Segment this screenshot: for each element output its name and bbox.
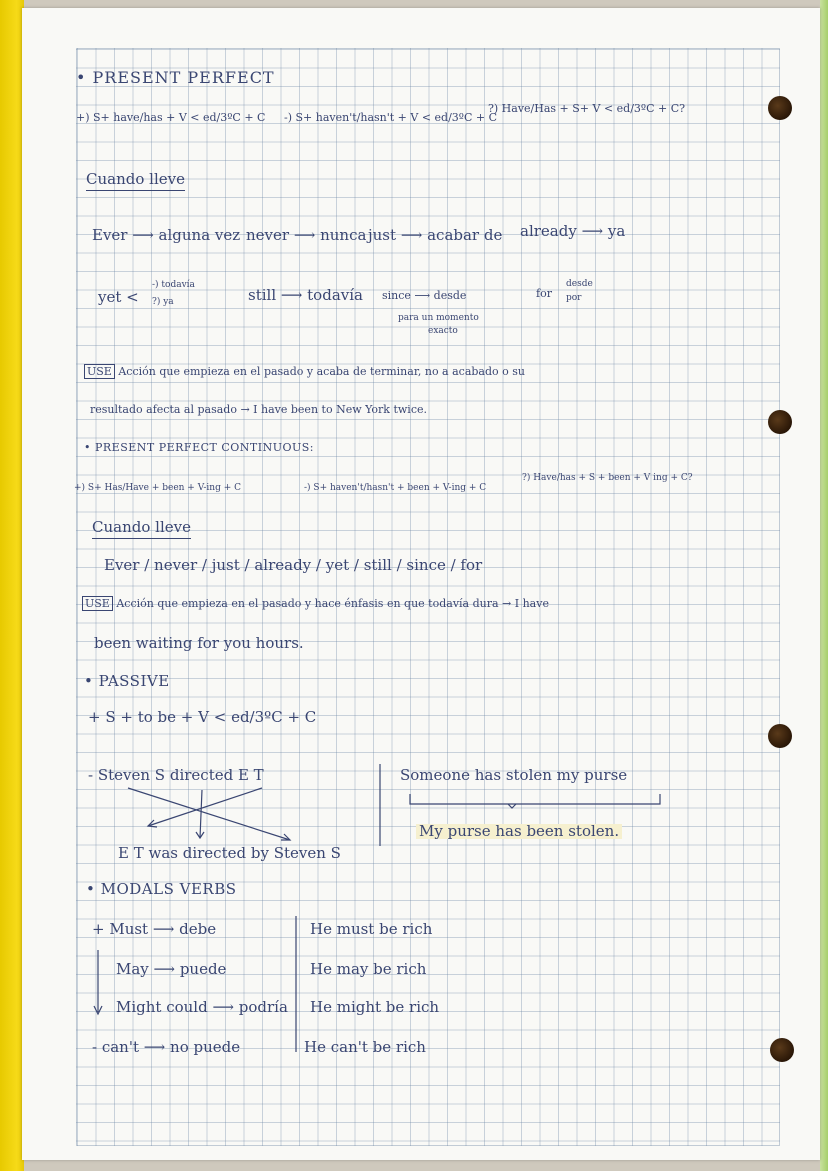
yet-word: yet < xyxy=(98,288,139,306)
passive-active-example: - Steven S directed E T xyxy=(88,766,264,784)
example-must: He must be rich xyxy=(310,920,433,938)
pp-use-line-2: resultado afecta al pasado → I have been to New York twice. xyxy=(90,403,427,416)
arrow-subject-to-end xyxy=(128,788,290,840)
ppc-formula-affirmative: +) S+ Has/Have + been + V-ing + C xyxy=(74,483,242,493)
ppc-formula-negative: -) S+ haven't/hasn't + been + V-ing + C xyxy=(304,483,487,493)
yet-question-meaning: ?) ya xyxy=(152,297,174,307)
pp-cuando-heading: Cuando lleve xyxy=(86,172,185,191)
pp-use-line-1: USE Acción que empieza en el pasado y acaba de terminar, no a acabado o su xyxy=(84,366,525,377)
passive-converted-example: E T was directed by Steven S xyxy=(118,844,341,862)
modal-cant: - can't ⟶ no puede xyxy=(92,1038,241,1056)
ppc-cuando-heading: Cuando lleve xyxy=(92,520,191,539)
arrow-verb-down xyxy=(200,790,202,838)
example-cant: He can't be rich xyxy=(304,1038,426,1056)
time-word-ever: Ever ⟶ alguna vez xyxy=(92,226,241,244)
passive-formula: + S + to be + V < ed/3ºC + C xyxy=(88,708,317,726)
modal-might: Might could ⟶ podría xyxy=(116,998,288,1016)
pp-use-label: USE xyxy=(84,364,115,379)
since-note-2: exacto xyxy=(428,326,458,336)
pp-formula-question: ?) Have/Has + S+ V < ed/3ºC + C? xyxy=(488,102,686,115)
example-may: He may be rich xyxy=(310,960,427,978)
yet-negative-meaning: -) todavía xyxy=(152,280,195,290)
purse-bracket xyxy=(410,794,660,804)
ppc-use-line-2: been waiting for you hours. xyxy=(94,634,304,652)
present-perfect-continuous-heading: • PRESENT PERFECT CONTINUOUS: xyxy=(84,441,315,454)
example-might: He might be rich xyxy=(310,998,440,1016)
time-word-just: just ⟶ acabar de xyxy=(368,226,503,244)
purse-passive-example: My purse has been stolen. xyxy=(416,824,622,839)
for-meaning-1: desde xyxy=(566,279,593,289)
modal-may: May ⟶ puede xyxy=(116,960,227,978)
someone-example: Someone has stolen my purse xyxy=(400,766,628,784)
ppc-time-words: Ever / never / just / already / yet / still / since / for xyxy=(104,556,483,574)
pp-formula-negative: -) S+ haven't/hasn't + V < ed/3ºC + C xyxy=(284,111,498,124)
modal-must: + Must ⟶ debe xyxy=(92,920,217,938)
ppc-formula-question: ?) Have/has + S + been + V ing + C? xyxy=(522,473,693,483)
passive-heading: • PASSIVE xyxy=(84,672,170,690)
since-note-1: para un momento xyxy=(398,313,479,323)
for-text: for xyxy=(536,287,552,300)
present-perfect-heading: • PRESENT PERFECT xyxy=(76,68,275,87)
still-text: still ⟶ todavía xyxy=(248,286,363,304)
arrow-object-to-start xyxy=(148,788,262,826)
ppc-use-label: USE xyxy=(82,596,113,611)
for-meaning-2: por xyxy=(566,293,582,303)
modals-heading: • MODALS VERBS xyxy=(86,880,237,898)
pp-formula-affirmative: +) S+ have/has + V < ed/3ºC + C xyxy=(76,111,266,124)
ppc-use-line-1: USE Acción que empieza en el pasado y hace énfasis en que todavía dura → I have xyxy=(82,598,549,609)
time-word-already: already ⟶ ya xyxy=(520,222,626,240)
since-text: since ⟶ desde xyxy=(382,289,467,302)
time-word-never: never ⟶ nunca xyxy=(246,226,367,244)
